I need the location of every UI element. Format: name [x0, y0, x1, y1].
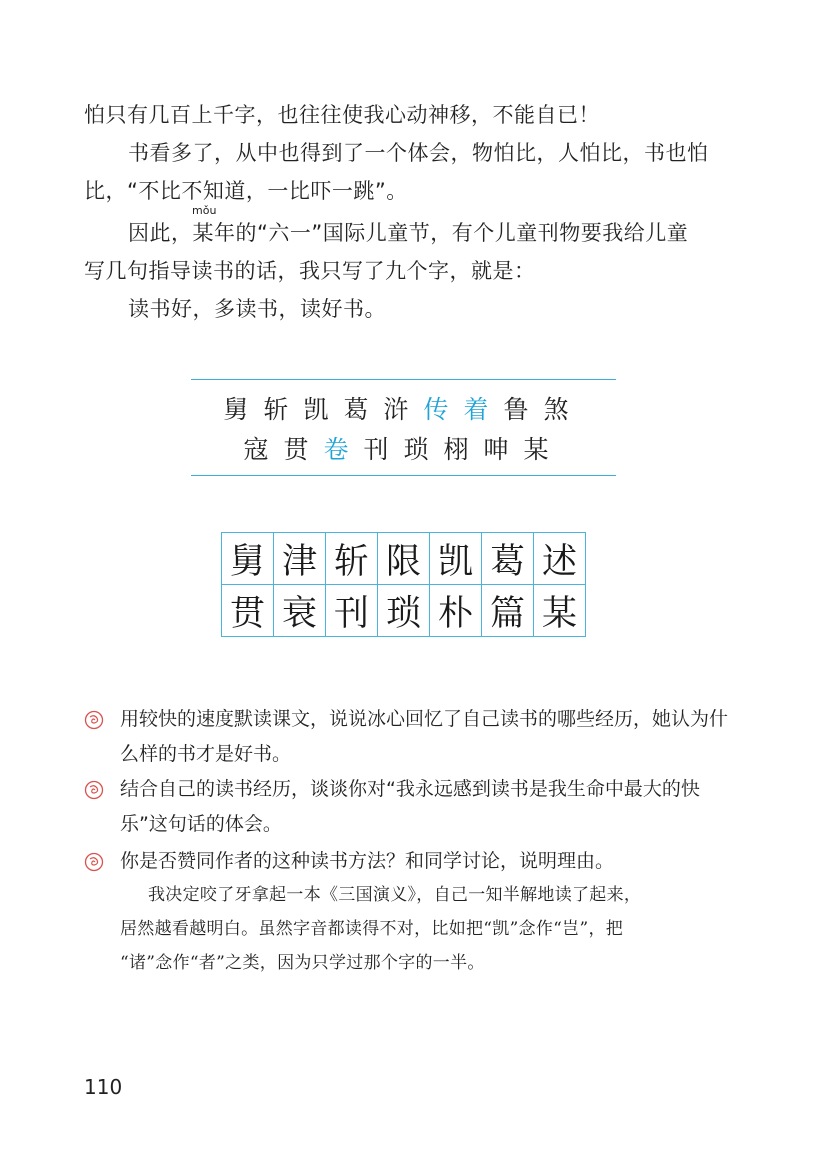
recognize-row-2: [191, 430, 616, 466]
body-line-6: 读书好，多读书，读好书。: [128, 297, 386, 321]
recognize-row-1: [191, 390, 616, 426]
body-line-5: 写几句指导读书的话，我只写了九个字，就是：: [84, 259, 536, 283]
recognize-char: 葛: [343, 395, 384, 424]
question-2-line-2: 乐”这句话的体会。: [120, 813, 282, 835]
swirl-seal-icon: [84, 780, 104, 800]
pinyin-annotation: mǒu: [192, 204, 217, 217]
recognize-char: 某: [523, 435, 564, 464]
writing-grid-cell: 贯: [222, 585, 274, 637]
quote-line-2: 居然越看越明白。虽然字音都读得不对，比如把“凯”念作“岂”，把: [120, 919, 624, 939]
recognize-char: 煞: [543, 395, 584, 424]
writing-grid-cell: 限: [378, 533, 430, 585]
writing-grid-cell: 朴: [430, 585, 482, 637]
recognize-char: 琐: [403, 435, 444, 464]
quote-line-3: “诸”念作“者”之类，因为只学过那个字的一半。: [120, 953, 485, 973]
body-line-2: 书看多了，从中也得到了一个体会，物怕比，人怕比，书也怕: [128, 141, 709, 165]
recognize-char: 栩: [443, 435, 484, 464]
recognize-char: 舅: [223, 395, 264, 424]
recognize-char: 卷: [323, 435, 364, 464]
writing-grid-cell: 舅: [222, 533, 274, 585]
writing-grid-row: [222, 533, 586, 585]
quote-line-1: 我决定咬了牙拿起一本《三国演义》，自己一知半解地读了起来，: [148, 885, 642, 905]
question-1-line-1: 用较快的速度默读课文，说说冰心回忆了自己读书的哪些经历，她认为什: [120, 708, 729, 730]
writing-grid-row: [222, 585, 586, 637]
recognize-char: 呻: [483, 435, 524, 464]
writing-grid-cell: 葛: [482, 533, 534, 585]
question-3-line-1: 你是否赞同作者的这种读书方法？和同学讨论，说明理由。: [120, 850, 615, 872]
recognize-char: 斩: [263, 395, 304, 424]
writing-grid-cell: 衰: [274, 585, 326, 637]
writing-grid-cell: 凯: [430, 533, 482, 585]
body-line-1: 怕只有几百上千字，也往往使我心动神移，不能自已！: [84, 103, 600, 127]
body-line-4: 因此，某年的“六一”国际儿童节，有个儿童刊物要我给儿童: [128, 221, 689, 245]
writing-grid-cell: 琐: [378, 585, 430, 637]
writing-grid-cell: 刊: [326, 585, 378, 637]
recognize-char: 鲁: [503, 395, 544, 424]
swirl-seal-icon: [84, 710, 104, 730]
recognize-bottom-rule: [191, 475, 616, 476]
question-1-line-2: 么样的书才是好书。: [120, 743, 292, 765]
writing-grid-cell: 津: [274, 533, 326, 585]
writing-grid-cell: 某: [534, 585, 586, 637]
recognize-char: 贯: [283, 435, 324, 464]
recognize-char: 寇: [243, 435, 284, 464]
question-2-line-1: 结合自己的读书经历，谈谈你对“我永远感到读书是我生命中最大的快: [120, 778, 700, 800]
writing-grid-cell: 篇: [482, 585, 534, 637]
recognize-char: 凯: [303, 395, 344, 424]
recognize-char: 着: [463, 395, 504, 424]
recognize-char: 浒: [383, 395, 424, 424]
recognize-top-rule: [191, 379, 616, 380]
writing-grid-cell: 述: [534, 533, 586, 585]
swirl-seal-icon: [84, 852, 104, 872]
recognize-char: 传: [423, 395, 464, 424]
body-line-3: 比，“不比不知道，一比吓一跳”。: [84, 179, 408, 203]
writing-grid: [221, 532, 586, 637]
recognize-char: 刊: [363, 435, 404, 464]
writing-grid-cell: 斩: [326, 533, 378, 585]
page-number: 110: [84, 1075, 123, 1099]
